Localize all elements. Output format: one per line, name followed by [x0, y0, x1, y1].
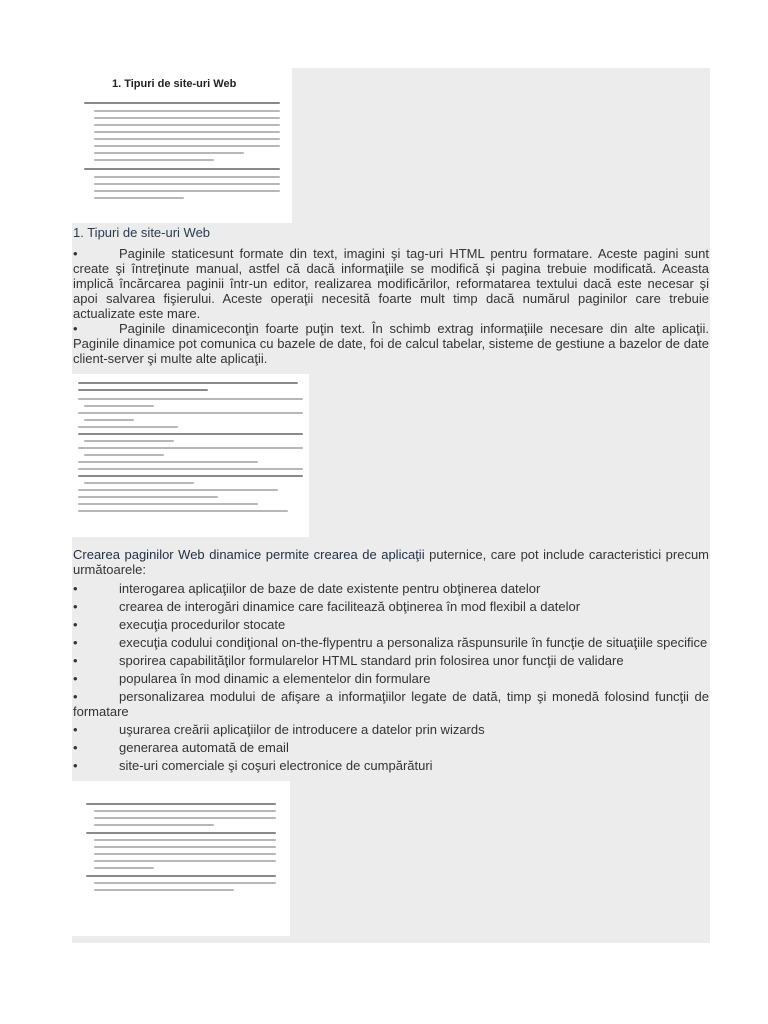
bullet-icon: •: [73, 758, 78, 773]
list-item: • crearea de interogări dinamice care facilitează obţinerea în mod flexibil a datelor: [73, 599, 581, 614]
bullet-icon: •: [73, 617, 78, 632]
list-item: • sporirea capabilităţilor formularelor HTML standard prin folosirea unor funcţii de validare: [73, 653, 624, 668]
bullet-icon: •: [73, 689, 78, 704]
bullet-icon: •: [73, 246, 78, 261]
section-heading: 1. Tipuri de site-uri Web: [73, 225, 211, 240]
paragraph-text: Paginile staticesunt formate din text, imagini şi tag-uri HTML pentru formatare. Aceste pagini sunt create şi întreţinute manual, astfel că dacă informaţiile se modifică şi pagina trebuie modificată. Aceasta implică încărcarea paginii într-un editor, realizarea modificărilor, reformatarea textului dacă este necesar şi apoi salvarea fişierului. Aceste operaţii necesită foarte mult timp dacă numărul paginilor care trebuie actualizate este mare.: [73, 246, 709, 321]
intro-rest-text: puternice, care pot include caracteristici precum următoarele:: [73, 547, 710, 577]
bullet-icon: •: [73, 321, 78, 336]
list-item: • personalizarea modului de afişare a informaţiilor legate de dată, timp şi monedă folosind funcţii de formatare: [73, 689, 709, 719]
slide-image-title: 1. Tipuri de site-uri Web: [112, 78, 237, 90]
bullet-icon: •: [73, 599, 78, 614]
list-item: • popularea în mod dinamic a elementelor din formulare: [73, 671, 431, 686]
paragraph-static-pages: [73, 246, 709, 321]
document-content: [72, 68, 710, 936]
slide-image-learning: [72, 781, 290, 936]
list-item: • generarea automată de email: [73, 740, 289, 755]
paragraph-dynamic-pages: [73, 321, 709, 366]
bullet-icon: •: [73, 740, 78, 755]
slide-image-dynamic-features: [72, 374, 309, 537]
bullet-icon: •: [73, 722, 78, 737]
bullet-icon: •: [73, 581, 78, 596]
bullet-icon: •: [73, 635, 78, 650]
document-page: [72, 68, 710, 943]
paragraph-intro: [73, 547, 709, 577]
list-item: • execuţia codului condiţional on-the-flypentru a personaliza răspunsurile în funcţie de situaţiile specifice: [73, 635, 708, 650]
intro-lead-text: Crearea paginilor Web dinamice permite crearea de aplicaţii: [73, 547, 425, 562]
paragraph-text: Paginile dinamiceconţin foarte puţin text. În schimb extrag informaţiile necesare din alte aplicaţii. Paginile dinamice pot comunica cu bazele de date, foi de calcul tabelar, sisteme de gestiune a bazelor de date client-server şi multe alte aplicaţii.: [73, 321, 709, 366]
feature-list: [72, 581, 710, 773]
bullet-icon: •: [73, 671, 78, 686]
list-item: • execuţia procedurilor stocate: [73, 617, 286, 632]
bullet-icon: •: [73, 653, 78, 668]
list-item: • site-uri comerciale şi coşuri electronice de cumpărături: [73, 758, 433, 773]
slide-image-site-types: [72, 68, 292, 223]
list-item: • interogarea aplicaţiilor de baze de date existente pentru obţinerea datelor: [73, 581, 541, 596]
list-item: • uşurarea creării aplicaţiilor de introducere a datelor prin wizards: [73, 722, 485, 737]
